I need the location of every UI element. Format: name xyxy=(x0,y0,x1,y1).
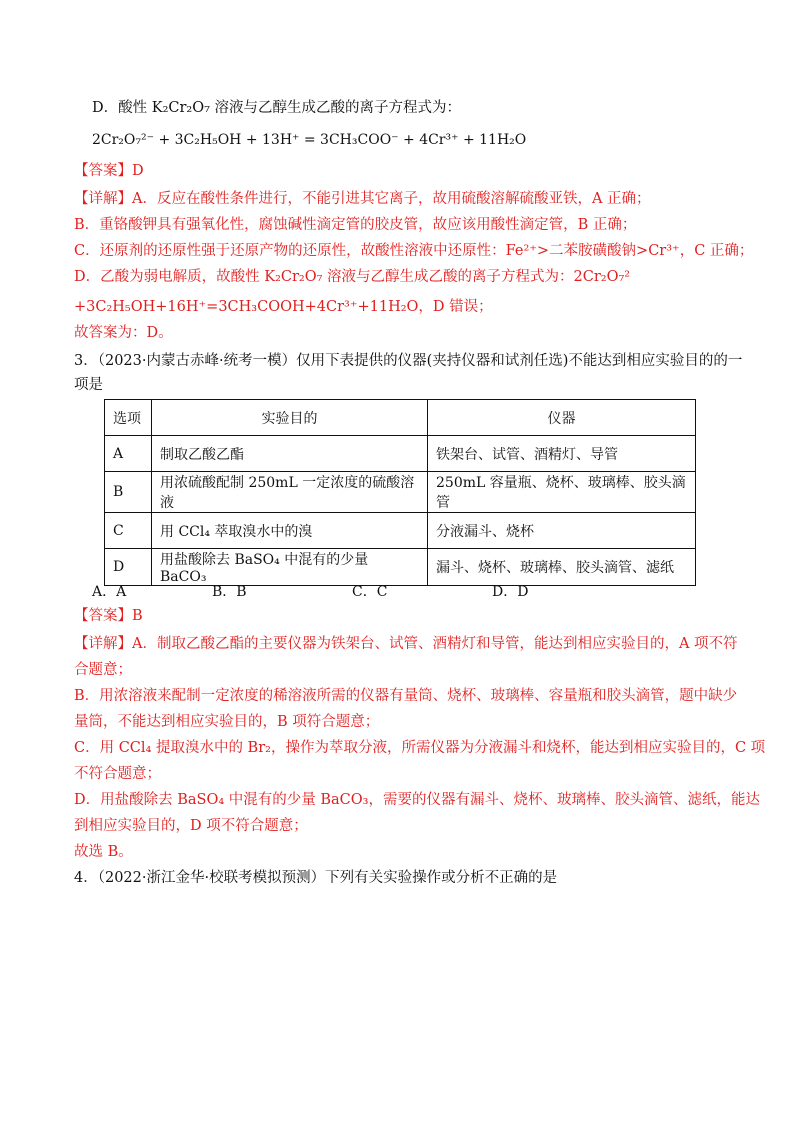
d-option-formula: K₂Cr₂O₇ xyxy=(151,100,210,116)
table-cell: C xyxy=(105,513,152,549)
q2-detail-line: +3C₂H₅OH+16H⁺=3CH₃COOH+4Cr³⁺+11H₂O，D 错误； xyxy=(74,299,493,315)
table-cell: A xyxy=(105,436,152,472)
q3-answer: 【答案】B xyxy=(74,608,143,624)
choice-c[interactable]: C．C xyxy=(352,584,388,600)
q2-detail-line: 故答案为：D。 xyxy=(74,325,173,341)
header-cell: 仪器 xyxy=(428,400,696,436)
q3-detail-line: 到相应实验目的，D 项不符合题意； xyxy=(74,818,308,834)
q2-detail-line: B．重铬酸钾具有强氧化性，腐蚀碱性滴定管的胶皮管，故应该用酸性滴定管，B 正确； xyxy=(74,217,637,233)
table-cell: 制取乙酸乙酯 xyxy=(152,436,428,472)
q3-detail-line: 合题意； xyxy=(74,662,132,678)
q2-answer: 【答案】D xyxy=(74,163,144,179)
choice-a[interactable]: A．A xyxy=(92,584,127,600)
table-cell: 用 CCl₄ 萃取溴水中的溴 xyxy=(152,513,428,549)
table-cell: 用盐酸除去 BaSO₄ 中混有的少量 BaCO₃ xyxy=(152,549,428,586)
table-row xyxy=(105,472,696,513)
header-cell: 实验目的 xyxy=(152,400,428,436)
choice-b[interactable]: B．B xyxy=(212,584,247,600)
q3-detail-line: B．用浓溶液来配制一定浓度的稀溶液所需的仪器有量筒、烧杯、玻璃棒、容量瓶和胶头滴管，题中缺少 xyxy=(74,688,738,704)
table-cell: 250mL 容量瓶、烧杯、玻璃棒、胶头滴管 xyxy=(428,472,696,513)
d-option-equation: 2Cr₂O₇²⁻ + 3C₂H₅OH + 13H⁺ = 3CH₃COO⁻ + 4Cr³⁺ + 11H₂O xyxy=(92,132,527,148)
q3-detail-line: D．用盐酸除去 BaSO₄ 中混有的少量 BaCO₃，需要的仪器有漏斗、烧杯、玻璃棒、胶头滴管、滤纸，能达 xyxy=(74,792,760,808)
q3-detail-line: C．用 CCl₄ 提取溴水中的 Br₂，操作为萃取分液，所需仪器为分液漏斗和烧杯，能达到相应实验目的，C 项 xyxy=(74,740,766,756)
table-header-row xyxy=(105,400,696,436)
table-row xyxy=(105,513,696,549)
q3-detail-line: 【详解】A．制取乙酸乙酯的主要仪器为铁架台、试管、酒精灯和导管，能达到相应实验目的，A 项不符 xyxy=(74,636,738,652)
d-option-line xyxy=(92,98,461,118)
d-option-label: D．酸性 xyxy=(92,100,148,116)
q3-stem-cont: 项是 xyxy=(74,377,103,393)
d-option-rest: 溶液与乙醇生成乙酸的离子方程式为： xyxy=(214,100,462,116)
options-table xyxy=(104,399,696,586)
table-cell: 漏斗、烧杯、玻璃棒、胶头滴管、滤纸 xyxy=(428,549,696,586)
table-cell: 分液漏斗、烧杯 xyxy=(428,513,696,549)
q2-detail-line: D．乙酸为弱电解质，故酸性 K₂Cr₂O₇ 溶液与乙醇生成乙酸的离子方程式为：2Cr₂O₇² xyxy=(74,269,631,285)
q4-stem: 4．（2022·浙江金华·校联考模拟预测）下列有关实验操作或分析不正确的是 xyxy=(74,870,558,886)
table-row xyxy=(105,549,696,586)
q3-detail-line: 量筒，不能达到相应实验目的，B 项符合题意； xyxy=(74,714,380,730)
q2-detail-line: C．还原剂的还原性强于还原产物的还原性，故酸性溶液中还原性：Fe²⁺>二苯胺磺酸钠>Cr³⁺，C 正确； xyxy=(74,243,754,259)
q2-detail-line: 【详解】A．反应在酸性条件进行，不能引进其它离子，故用硫酸溶解硫酸亚铁，A 正确； xyxy=(74,191,651,207)
table-cell: D xyxy=(105,549,152,586)
header-cell: 选项 xyxy=(105,400,152,436)
table-cell: 铁架台、试管、酒精灯、导管 xyxy=(428,436,696,472)
choice-d[interactable]: D．D xyxy=(492,584,529,600)
q3-detail-line: 不符合题意； xyxy=(74,766,161,782)
table-row xyxy=(105,436,696,472)
table-cell: B xyxy=(105,472,152,513)
table-cell: 用浓硫酸配制 250mL 一定浓度的硫酸溶液 xyxy=(152,472,428,513)
q3-detail-line: 故选 B。 xyxy=(74,844,133,860)
q3-stem: 3．（2023·内蒙古赤峰·统考一模）仅用下表提供的仪器(夹持仪器和试剂任选)不能达到相应实验目的的一 xyxy=(74,353,743,369)
